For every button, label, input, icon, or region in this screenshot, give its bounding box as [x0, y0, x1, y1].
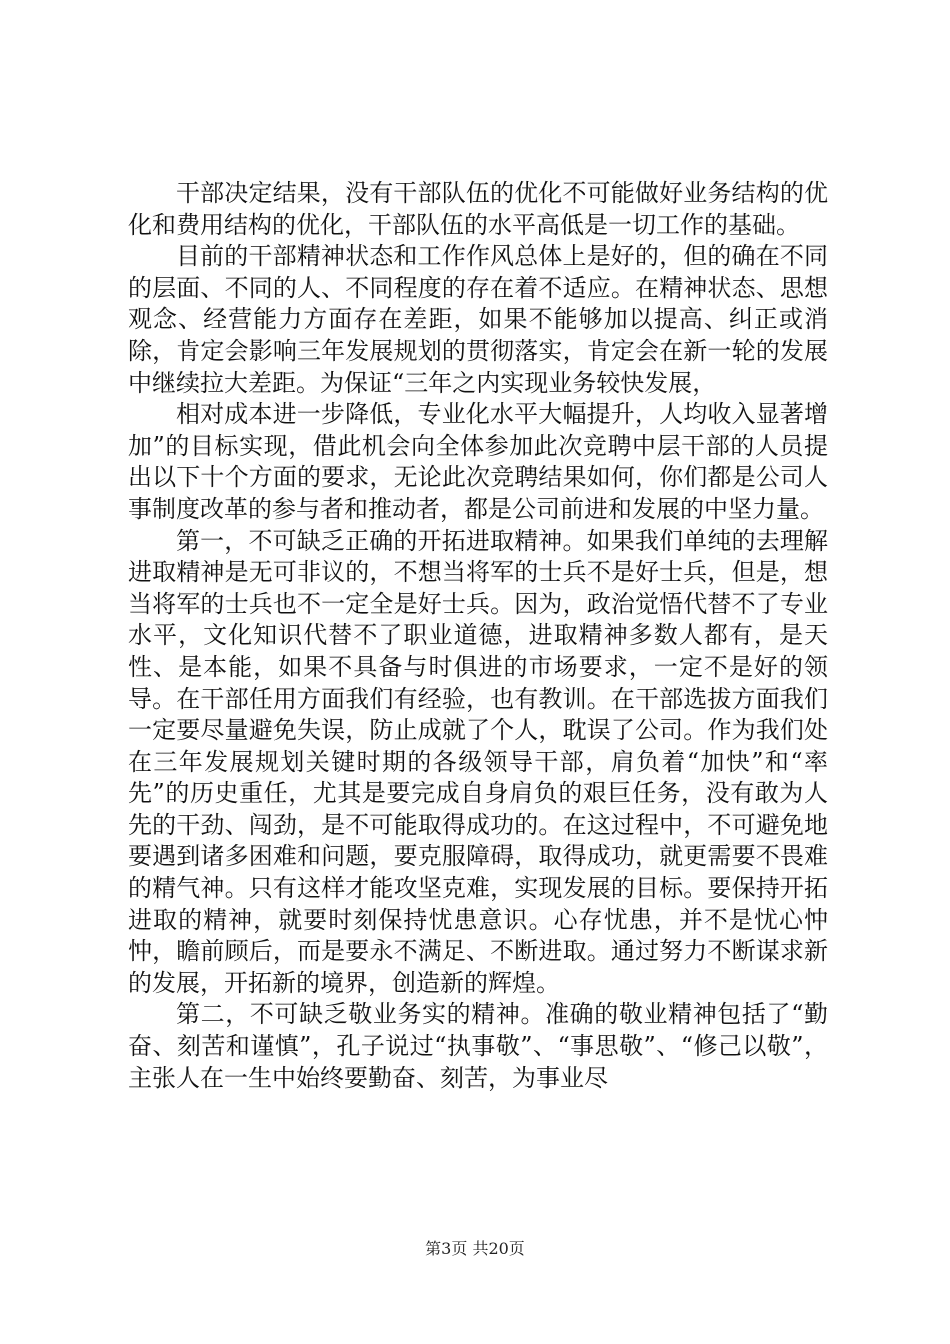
paragraph-5: 第二，不可缺乏敬业务实的精神。准确的敬业精神包括了“勤奋、刻苦和谨慎”，孔子说过“执事敬”、“事思敬”、“修己以敬”，主张人在一生中始终要勤奋、刻苦，为事业尽 [128, 1000, 828, 1092]
page-number-footer: 第3页 共20页 [425, 1239, 525, 1258]
paragraph-2: 目前的干部精神状态和工作作风总体上是好的，但的确在不同的层面、不同的人、不同程度的存在着不适应。在精神状态、思想观念、经营能力方面存在差距，如果不能够加以提高、纠正或消除，肯定会影响三年发展规划的贯彻落实，肯定会在新一轮的发展中继续拉大差距。为保证“三年之内实现业务较快发展， [128, 242, 828, 397]
paragraph-1: 干部决定结果，没有干部队伍的优化不可能做好业务结构的优化和费用结构的优化，干部队伍的水平高低是一切工作的基础。 [128, 179, 828, 239]
paragraph-3: 相对成本进一步降低，专业化水平大幅提升，人均收入显著增加”的目标实现，借此机会向全体参加此次竞聘中层干部的人员提出以下十个方面的要求，无论此次竞聘结果如何，你们都是公司人事制度改革的参与者和推动者，都是公司前进和发展的中坚力量。 [128, 400, 828, 523]
paragraph-4: 第一，不可缺乏正确的开拓进取精神。如果我们单纯的去理解进取精神是无可非议的，不想当将军的士兵不是好士兵，但是，想当将军的士兵也不一定全是好士兵。因为，政治觉悟代替不了专业水平，文化知识代替不了职业道德，进取精神多数人都有，是天性、是本能，如果不具备与时俱进的市场要求，一定不是好的领导。在干部任用方面我们有经验，也有教训。在干部选拔方面我们一定要尽量避免失误，防止成就了个人，耽误了公司。作为我们处在三年发展规划关键时期的各级领导干部，肩负着“加快”和“率先”的历史重任，尤其是要完成自身肩负的艰巨任务，没有敢为人先的干劲、闯劲，是不可能取得成功的。在这过程中，不可避免地要遇到诸多困难和问题，要克服障碍，取得成功，就更需要不畏难的精气神。只有这样才能攻坚克难，实现发展的目标。要保持开拓进取的精神，就要时刻保持忧患意识。心存忧患，并不是忧心忡忡，瞻前顾后，而是要永不满足、不断进取。通过努力不断谋求新的发展，开拓新的境界，创造新的辉煌。 [128, 526, 828, 997]
document-body [128, 178, 828, 1094]
